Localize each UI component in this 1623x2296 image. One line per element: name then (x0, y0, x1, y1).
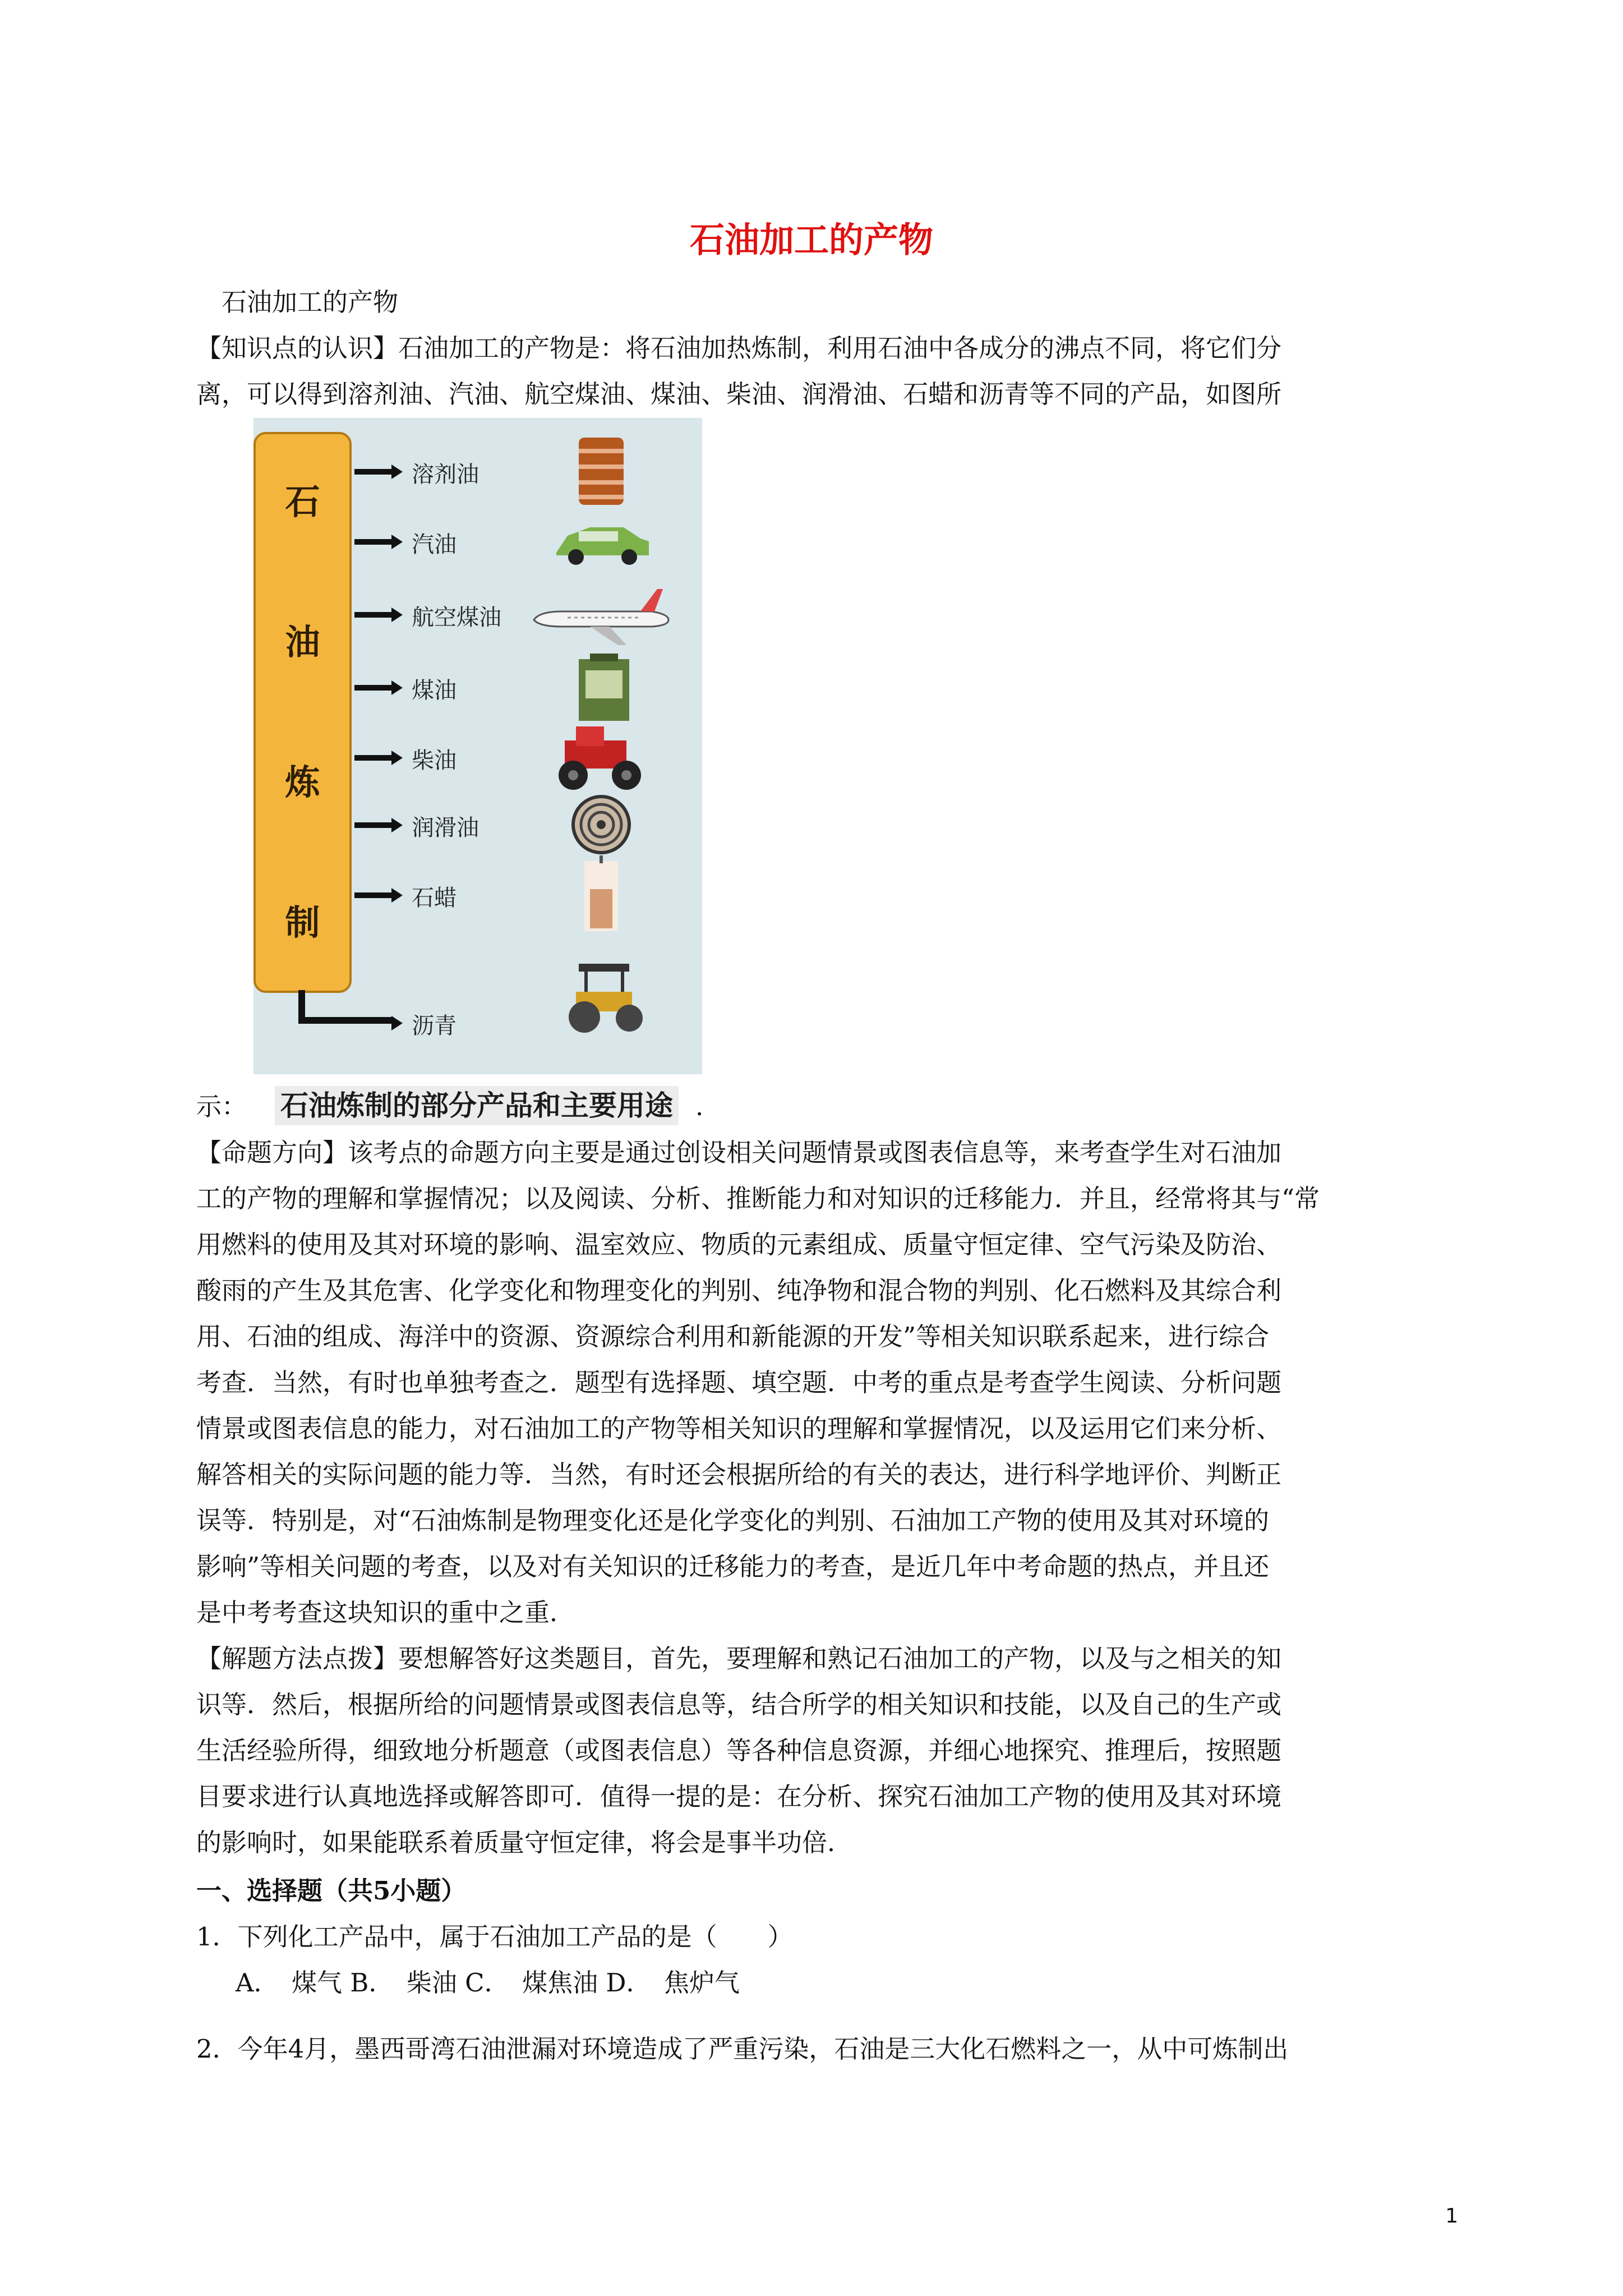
product-row (253, 592, 702, 642)
product-row (253, 665, 702, 715)
question-1 (196, 1914, 1449, 2006)
arrow-shaft (354, 822, 394, 828)
question-options: A． 煤气 B． 柴油 C． 煤焦油 D． 焦炉气 (236, 1968, 740, 1998)
solvent-drum-icon (545, 438, 657, 505)
method-line: 【解题方法点拨】要想解答好这类题目，首先，要理解和熟记石油加工的产物，以及与之相关的知 (196, 1644, 1282, 1673)
product-row (253, 449, 702, 499)
method-line: 的影响时，如果能联系着质量守恒定律，将会是事半功倍． (196, 1828, 853, 1857)
candle-icon (545, 855, 657, 934)
product-row (253, 802, 702, 853)
subtitle: 石油加工的产物 (222, 287, 399, 317)
arrow-shaft (354, 539, 394, 545)
method-block (196, 1636, 1449, 1866)
figure-caption-row (196, 1084, 1449, 1130)
arrow-head-icon (391, 1016, 403, 1030)
proposition-line: 情景或图表信息的能力，对石油加工的产物等相关知识的理解和掌握情况，以及运用它们来分析、 (196, 1414, 1282, 1443)
proposition-line: 用、石油的组成、海洋中的资源、资源综合利用和新能源的开发”等相关知识联系起来，进行综合 (196, 1322, 1270, 1351)
method-line: 目要求进行认真地选择或解答即可．值得一提的是：在分析、探究石油加工产物的使用及其对环境 (196, 1782, 1282, 1811)
product-row (253, 1000, 702, 1051)
arrow-head-icon (391, 464, 403, 479)
section-title: 一、选择题（共5小题） (196, 1876, 467, 1906)
arrow-shaft (354, 469, 394, 475)
arrow-head-icon (391, 818, 403, 832)
proposition-line: 误等．特别是，对“石油炼制是物理变化还是化学变化的判别、石油加工产物的使用及其对环境的 (196, 1506, 1270, 1535)
question-stem: 2．今年4月，墨西哥湾石油泄漏对环境造成了严重污染，石油是三大化石燃料之一，从中可炼制出 (196, 2034, 1289, 2064)
arrow-head-icon (391, 608, 403, 622)
proposition-line: 酸雨的产生及其危害、化学变化和物理变化的判别、纯净物和混合物的判别、化石燃料及其综合利 (196, 1276, 1282, 1305)
product-row (253, 735, 702, 785)
bearing-icon (545, 791, 657, 858)
question-stem: 1．下列化工产品中，属于石油加工产品的是（ ） (196, 1922, 793, 1952)
product-label: 煤油 (412, 678, 457, 703)
caption-lead: 示： (196, 1092, 247, 1121)
product-label: 航空煤油 (412, 605, 501, 631)
bar-char: 制 (285, 902, 320, 943)
proposition-line: 【命题方向】该考点的命题方向主要是通过创设相关问题情景或图表信息等，来考查学生对石油加 (196, 1138, 1282, 1167)
product-label: 溶剂油 (412, 462, 479, 487)
proposition-line: 用燃料的使用及其对环境的影响、温室效应、物质的元素组成、质量守恒定律、空气污染及防治、 (196, 1230, 1282, 1259)
caption-end: . (695, 1092, 704, 1121)
bar-char: 炼 (285, 762, 320, 803)
refining-products-figure (253, 418, 702, 1074)
proposition-line: 解答相关的实际问题的能力等．当然，有时还会根据所给的有关的表达，进行科学地评价、判断正 (196, 1460, 1282, 1489)
proposition-line: 影响”等相关问题的考查，以及对有关知识的迁移能力的考查，是近几年中考命题的热点，并且还 (196, 1552, 1270, 1581)
product-label: 柴油 (412, 748, 457, 774)
arrow-head-icon (391, 751, 403, 765)
arrow-shaft (354, 612, 394, 618)
proposition-line: 工的产物的理解和掌握情况；以及阅读、分析、推断能力和对知识的迁移能力．并且，经常将其与“常 (196, 1184, 1320, 1213)
product-row (253, 519, 702, 569)
product-label: 汽油 (412, 532, 457, 558)
airplane-icon (523, 581, 680, 648)
question-2 (196, 2026, 1449, 2072)
product-label: 沥青 (412, 1013, 457, 1039)
intro-line: 离，可以得到溶剂油、汽油、航空煤油、煤油、柴油、润滑油、石蜡和沥青等不同的产品，如图所 (196, 379, 1282, 409)
intro-block (196, 279, 1449, 417)
arrow-shaft (354, 892, 394, 898)
figure-caption: 石油炼制的部分产品和主要用途 (275, 1086, 679, 1125)
bar-char: 油 (285, 622, 320, 662)
product-row (253, 872, 702, 923)
product-label: 润滑油 (412, 815, 479, 841)
car-icon (545, 508, 657, 575)
product-label: 石蜡 (412, 885, 457, 911)
method-line: 生活经验所得，细致地分析题意（或图表信息）等各种信息资源，并细心地探究、推理后，按照题 (196, 1736, 1282, 1765)
stove-icon (545, 654, 657, 721)
proposition-line: 是中考考查这块知识的重中之重． (196, 1598, 575, 1627)
arrow-shaft (354, 685, 394, 691)
method-line: 识等．然后，根据所给的问题情景或图表信息等，结合所学的相关知识和技能，以及自己的生产或 (196, 1690, 1282, 1719)
intro-line: 【知识点的认识】石油加工的产物是：将石油加热炼制，利用石油中各成分的沸点不同，将它们分 (196, 333, 1282, 363)
bar-char: 石 (285, 481, 320, 522)
tractor-icon (534, 724, 663, 791)
road-roller-icon (545, 961, 657, 1034)
arrow-head-icon (391, 680, 403, 695)
proposition-block (196, 1130, 1449, 1636)
arrow-shaft (354, 755, 394, 761)
page-title: 石油加工的产物 (689, 219, 933, 260)
arrow-head-icon (391, 535, 403, 549)
proposition-line: 考查．当然，有时也单独考查之．题型有选择题、填空题．中考的重点是考查学生阅读、分析问题 (196, 1368, 1282, 1397)
page-number: 1 (1445, 2205, 1458, 2228)
arrow-head-icon (391, 888, 403, 903)
